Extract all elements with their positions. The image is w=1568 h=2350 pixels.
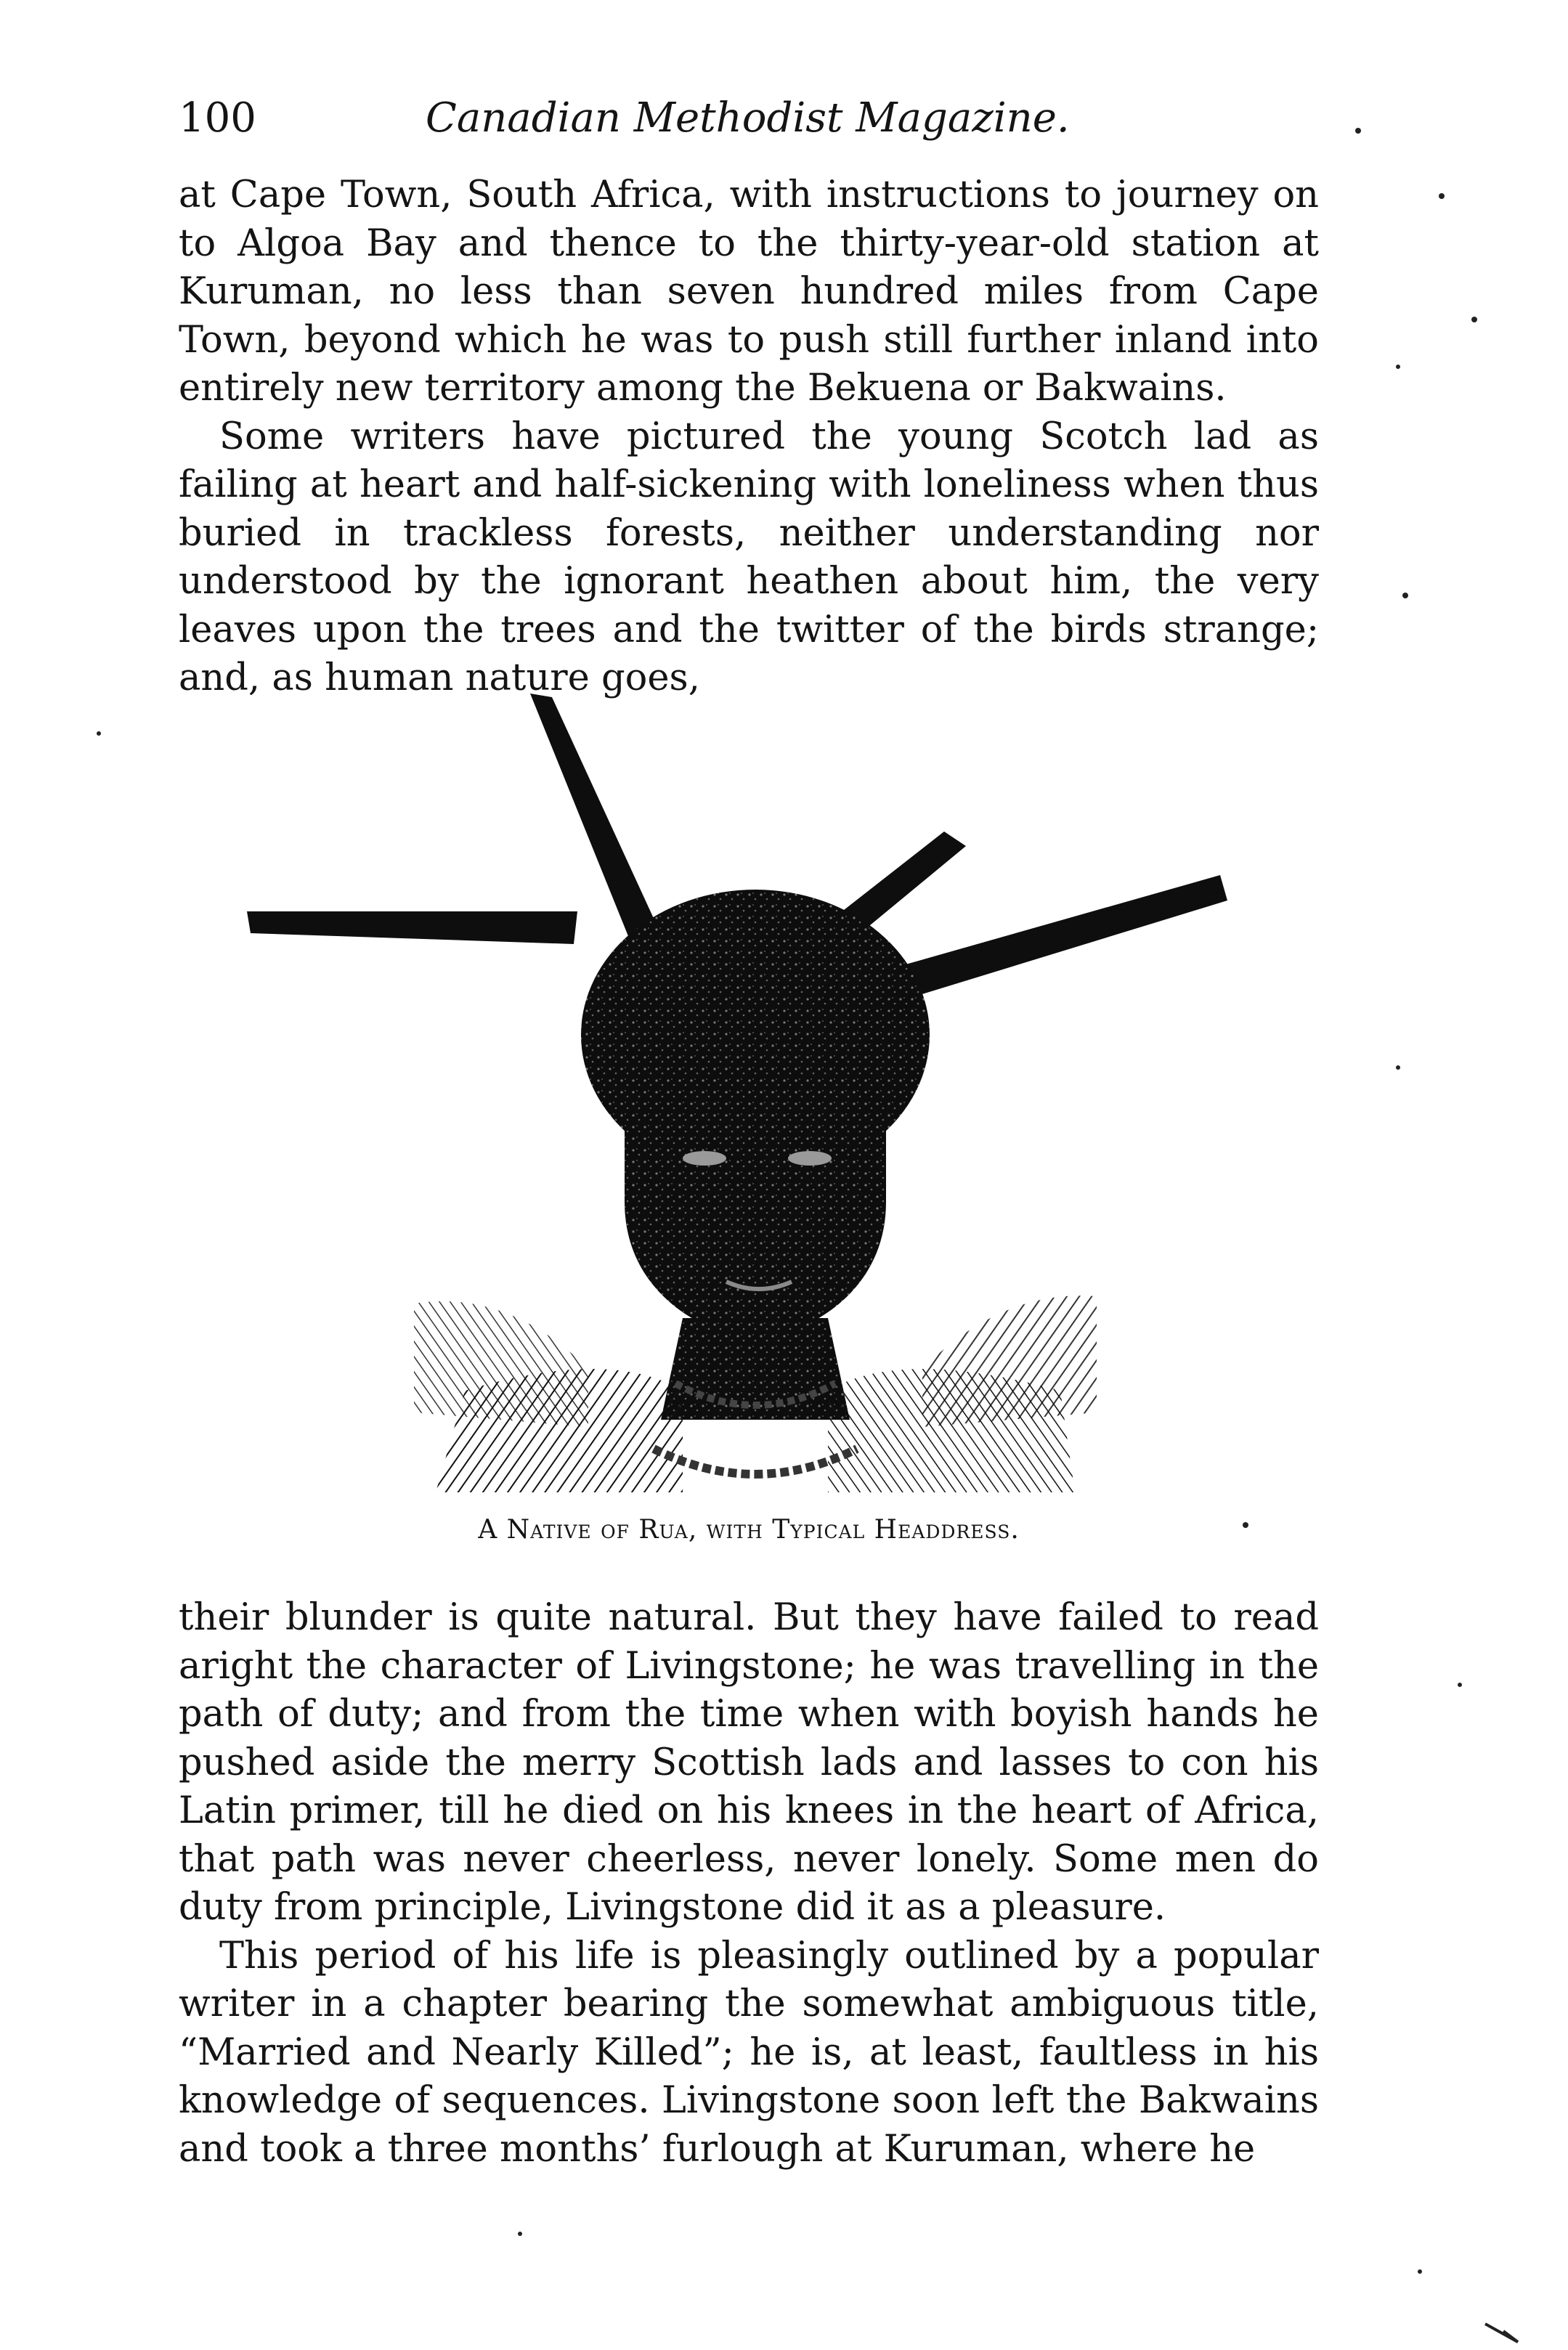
body-text-top xyxy=(179,171,1319,703)
headdress-spike-right xyxy=(901,875,1227,999)
headdress-spike-left xyxy=(247,911,577,944)
body-text-bottom xyxy=(179,1594,1319,2174)
paragraph: This period of his life is pleasingly outlined by a popular writer in a chapter bearing the somewhat ambiguous title, “Married and Nearly Killed”; he is, at least, faultless in his knowledge of sequences. Livingstone soon left the Bakwains and took a three months’ furlough at Kuruman, where he xyxy=(179,1934,1319,2171)
running-head xyxy=(179,86,1319,151)
paragraph-continued: at Cape Town, South Africa, with instructions to journey on to Algoa Bay and thence to the thirty-year-old station at Kuruman, no less than seven hundred miles from Cape Town, beyond which he was to push still further inland into entirely new territory among the Bekuena or Bakwains. xyxy=(179,174,1319,410)
journal-title: Canadian Methodist Magazine. xyxy=(426,94,1070,142)
paragraph: Some writers have pictured the young Scotch lad as failing at heart and half-sickening with loneliness when thus buried in trackless forests, neither understanding nor understood by the ignorant heathen about him, the very leaves upon the trees and the twitter of the birds strange; and, as human nature goes, xyxy=(179,415,1319,699)
figure-caption: A Native of Rua, with Typical Headdress. xyxy=(478,1515,1020,1545)
face xyxy=(625,1017,886,1340)
portrait-engraving-icon xyxy=(247,694,1249,1500)
paragraph-continued: their blunder is quite natural. But they have failed to read aright the character of Livingstone; he was travelling in the path of duty; and from the time when with boyish hands he pushed aside the merry Scottish lads and lasses to con his Latin primer, till he died on his knees in the heart of Africa, that path was never cheerless, never lonely. Some men do duty from principle, Livingstone did it as a pleasure. xyxy=(179,1596,1319,1929)
page-number: 100 xyxy=(179,94,256,142)
